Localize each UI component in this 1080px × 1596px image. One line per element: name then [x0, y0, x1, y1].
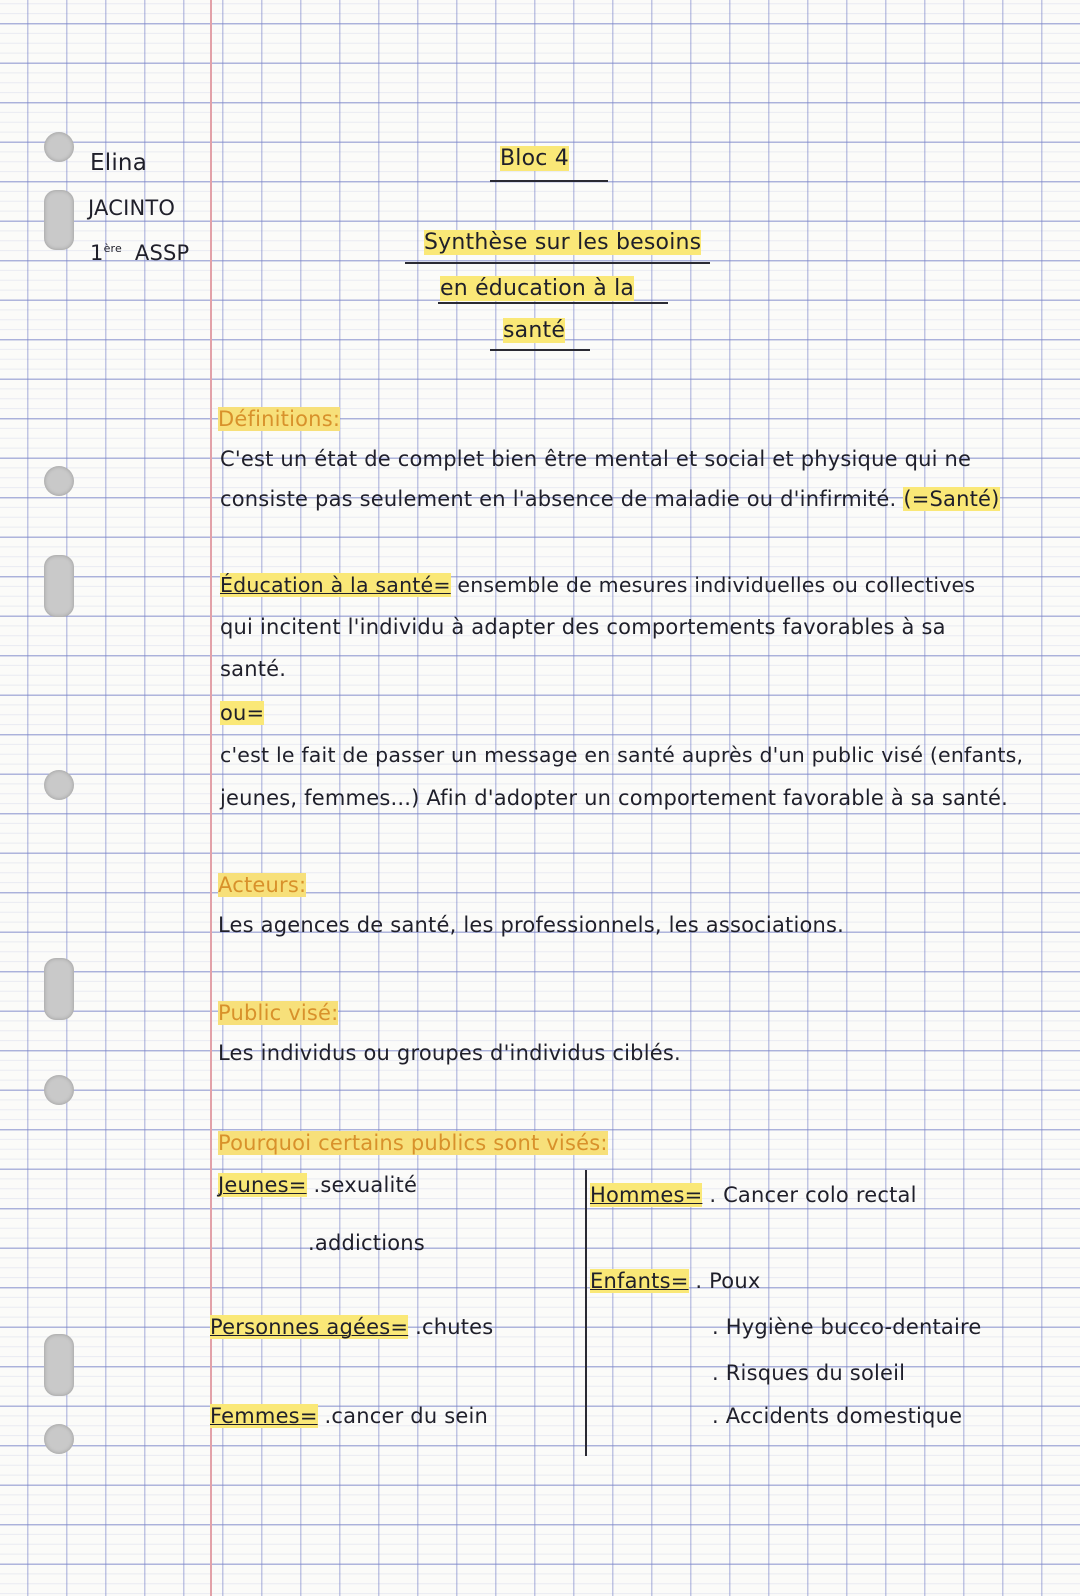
- column-divider: [585, 1170, 587, 1456]
- education-line-1: Éducation à la santé= ensemble de mesures individuelles ou collectives: [220, 573, 976, 597]
- title-underline-1: [405, 262, 710, 264]
- enfants-item-soleil: . Risques du soleil: [712, 1361, 906, 1385]
- why-heading: Pourquoi certains publics sont visés:: [218, 1131, 608, 1155]
- acteurs-text: Les agences de santé, les professionnels, les associations.: [218, 913, 845, 937]
- binder-hole: [44, 1075, 74, 1105]
- group-personnes-agees: Personnes agées= .chutes: [210, 1315, 494, 1339]
- group-femmes: Femmes= .cancer du sein: [210, 1404, 489, 1428]
- education-alt-line-1: c'est le fait de passer un message en santé auprès d'un public visé (enfants,: [220, 743, 1024, 767]
- student-last-name: JACINTO: [88, 196, 176, 220]
- enfants-item-hygiene: . Hygiène bucco-dentaire: [712, 1315, 982, 1339]
- sante-tag: (=Santé): [903, 487, 1000, 511]
- definitions-heading: Définitions:: [218, 407, 341, 431]
- binder-hole: [44, 770, 74, 800]
- binder-hole: [44, 132, 74, 162]
- student-class: [90, 236, 189, 266]
- class-name: ASSP: [134, 241, 190, 265]
- bloc-title: Bloc 4: [500, 146, 569, 171]
- enfants-item-accidents: . Accidents domestique: [712, 1404, 963, 1428]
- definitions-line-1: C'est un état de complet bien être mental et social et physique qui ne: [220, 447, 972, 471]
- binder-hole: [44, 466, 74, 496]
- public-text: Les individus ou groupes d'individus ciblés.: [218, 1041, 681, 1065]
- title-underline-3: [490, 349, 590, 351]
- binder-slot: [44, 1334, 74, 1396]
- group-hommes: Hommes= . Cancer colo rectal: [590, 1183, 917, 1207]
- class-number: 1: [90, 241, 104, 265]
- binder-slot: [44, 555, 74, 617]
- student-first-name: Elina: [90, 150, 147, 176]
- acteurs-heading: Acteurs:: [218, 873, 307, 897]
- margin-line: [210, 0, 212, 1596]
- title-line-2: en éducation à la: [440, 276, 635, 301]
- class-suffix: ère: [103, 242, 122, 255]
- public-heading: Public visé:: [218, 1001, 339, 1025]
- jeunes-item-addictions: .addictions: [308, 1231, 425, 1255]
- binder-hole: [44, 1424, 74, 1454]
- group-jeunes: Jeunes= .sexualité: [218, 1173, 418, 1197]
- definitions-line-2: consiste pas seulement en l'absence de maladie ou d'infirmité. (=Santé): [220, 487, 1000, 511]
- group-enfants: Enfants= . Poux: [590, 1269, 761, 1293]
- title-line-3: santé: [503, 318, 566, 343]
- binder-slot: [44, 958, 74, 1020]
- education-line-3: santé.: [220, 657, 287, 681]
- binder-slot: [44, 190, 74, 250]
- title-line-1: Synthèse sur les besoins: [424, 230, 702, 255]
- education-term: Éducation à la santé=: [220, 573, 451, 597]
- education-line-2: qui incitent l'individu à adapter des comportements favorables à sa: [220, 615, 946, 639]
- education-alt-line-2: jeunes, femmes...) Afin d'adopter un comportement favorable à sa santé.: [220, 786, 1009, 810]
- bloc-underline: [490, 180, 608, 182]
- title-underline-2: [438, 302, 668, 304]
- or-label: ou=: [220, 701, 265, 725]
